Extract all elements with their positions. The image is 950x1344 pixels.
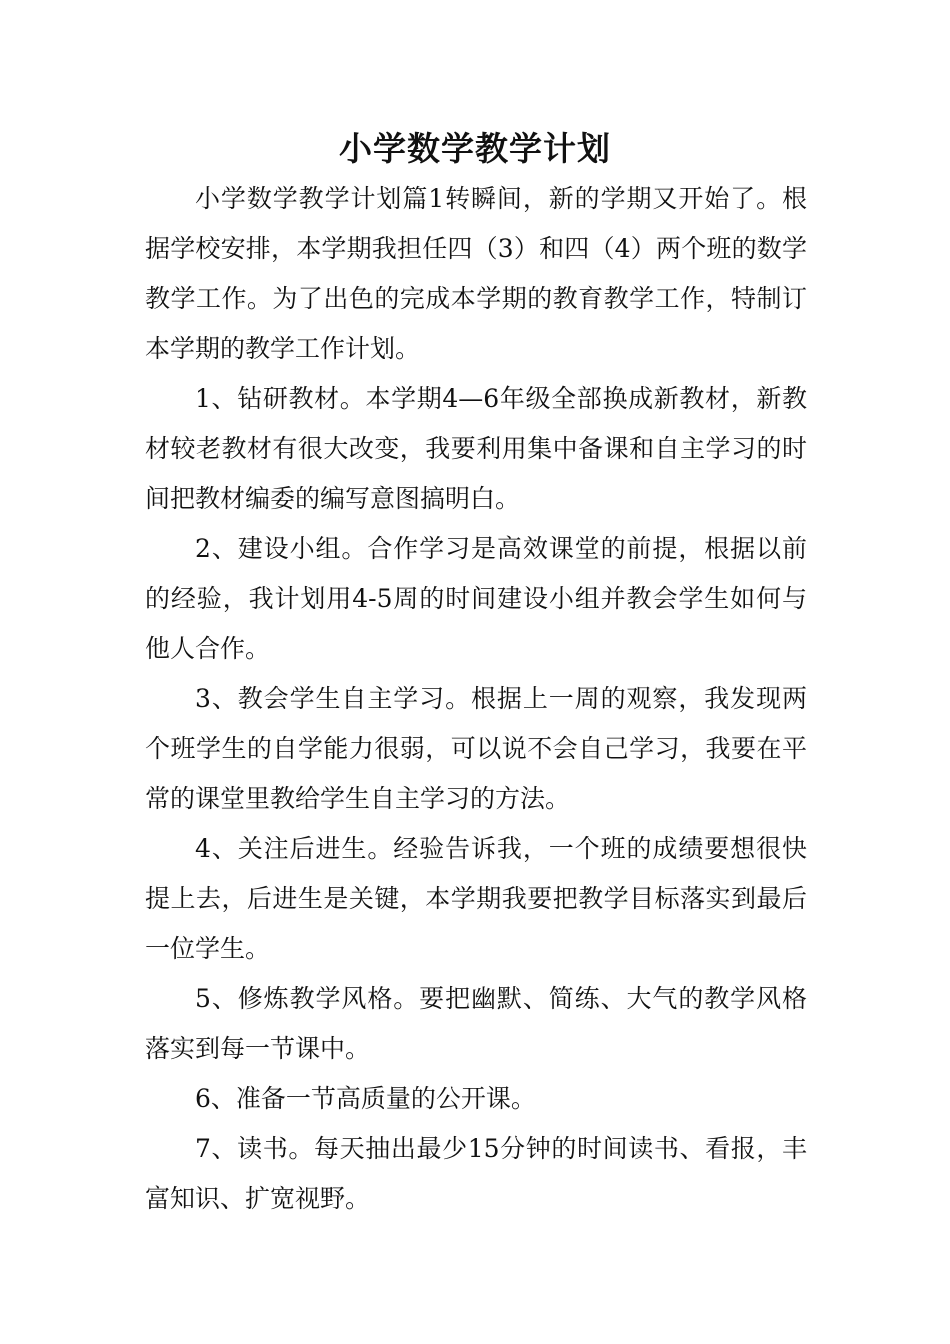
paragraph-item-6: 6、准备一节高质量的公开课。 bbox=[195, 1084, 536, 1113]
paragraph-item-2: 2、建设小组。合作学习是高效课堂的前提，根据以前的经验，我计划用4-5周的时间建设小组并教会学生如何与他人合作。 bbox=[145, 534, 807, 663]
paragraph-item-4: 4、关注后进生。经验告诉我，一个班的成绩要想很快提上去，后进生是关键，本学期我要把教学目标落实到最后一位学生。 bbox=[145, 834, 807, 963]
document-body bbox=[145, 174, 807, 1224]
paragraph-item-1: 1、钻研教材。本学期4—6年级全部换成新教材，新教材较老教材有很大改变，我要利用集中备课和自主学习的时间把教材编委的编写意图搞明白。 bbox=[145, 384, 807, 513]
document-title: 小学数学教学计划 bbox=[339, 129, 611, 168]
paragraph-intro: 小学数学教学计划篇1转瞬间，新的学期又开始了。根据学校安排，本学期我担任四（3）和四（4）两个班的数学教学工作。为了出色的完成本学期的教育教学工作，特制订本学期的教学工作计划。 bbox=[145, 184, 807, 363]
paragraph-item-5: 5、修炼教学风格。要把幽默、简练、大气的教学风格落实到每一节课中。 bbox=[145, 984, 807, 1063]
paragraph-item-3: 3、教会学生自主学习。根据上一周的观察，我发现两个班学生的自学能力很弱，可以说不会自己学习，我要在平常的课堂里教给学生自主学习的方法。 bbox=[145, 684, 807, 813]
paragraph-item-7: 7、读书。每天抽出最少15分钟的时间读书、看报，丰富知识、扩宽视野。 bbox=[145, 1134, 807, 1213]
